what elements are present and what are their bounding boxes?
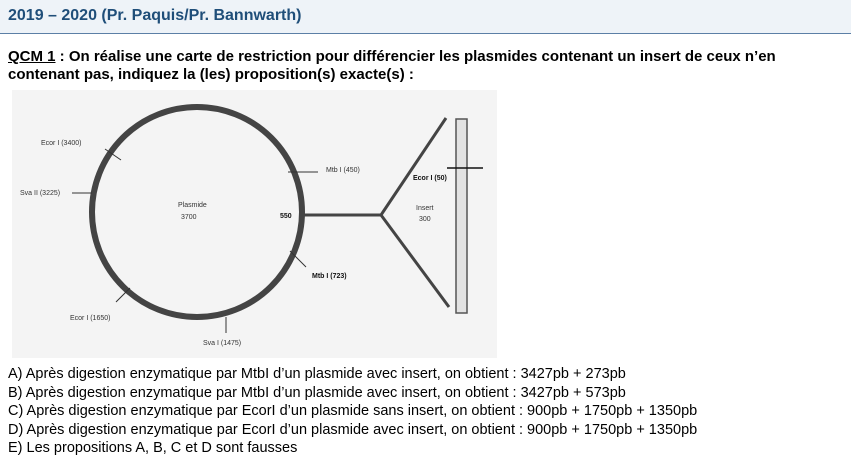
answer-c: C) Après digestion enzymatique par EcorI d’un plasmide sans insert, on obtient : 900pb + 1750pb + 1350pb (8, 403, 698, 419)
insert-label: Insert (416, 205, 434, 212)
answer-e: E) Les propositions A, B, C et D sont fausses (8, 440, 298, 456)
answer-b: B) Après digestion enzymatique par MtbI d’un plasmide avec insert, on obtient : 3427pb + 573pb (8, 384, 626, 401)
answer-list (8, 365, 843, 458)
question-text: : On réalise une carte de restriction pour différencier les plasmides contenant un insert de ceux n’en contenant pas, indiquez la (les) proposition(s) exacte(s) : (8, 48, 776, 83)
plasmid-label: Plasmide (178, 202, 207, 209)
header-band (0, 0, 851, 34)
question-number: QCM 1 (8, 48, 56, 65)
plasmid-restriction-map (0, 90, 851, 360)
answer-a: A) Après digestion enzymatique par MtbI d’un plasmide avec insert, on obtient : 3427pb + 273pb (8, 366, 626, 382)
page-title: 2019 – 2020 (Pr. Paquis/Pr. Bannwarth) (8, 7, 302, 24)
insert-size: 300 (419, 216, 431, 223)
sva1-1475-label: Sva I (1475) (203, 340, 242, 347)
sva2-3225-label: Sva II (3225) (20, 190, 61, 197)
answer-d: D) Après digestion enzymatique par EcorI d’un plasmide avec insert, on obtient : 900pb + 1750pb + 1350pb (8, 421, 698, 438)
plasmid-size: 3700 (181, 214, 197, 221)
ecor1-1650-label: Ecor I (1650) (70, 315, 111, 322)
insertion-site-label: 550 (280, 213, 292, 220)
insert-bar (456, 119, 467, 313)
mtb1-450-label: Mtb I (450) (326, 167, 360, 174)
ecor1-50-label: Ecor I (50) (413, 175, 447, 182)
question-statement (8, 48, 843, 84)
mtb1-723-label: Mtb I (723) (312, 273, 347, 280)
ecor1-3400-label: Ecor I (3400) (41, 140, 82, 147)
